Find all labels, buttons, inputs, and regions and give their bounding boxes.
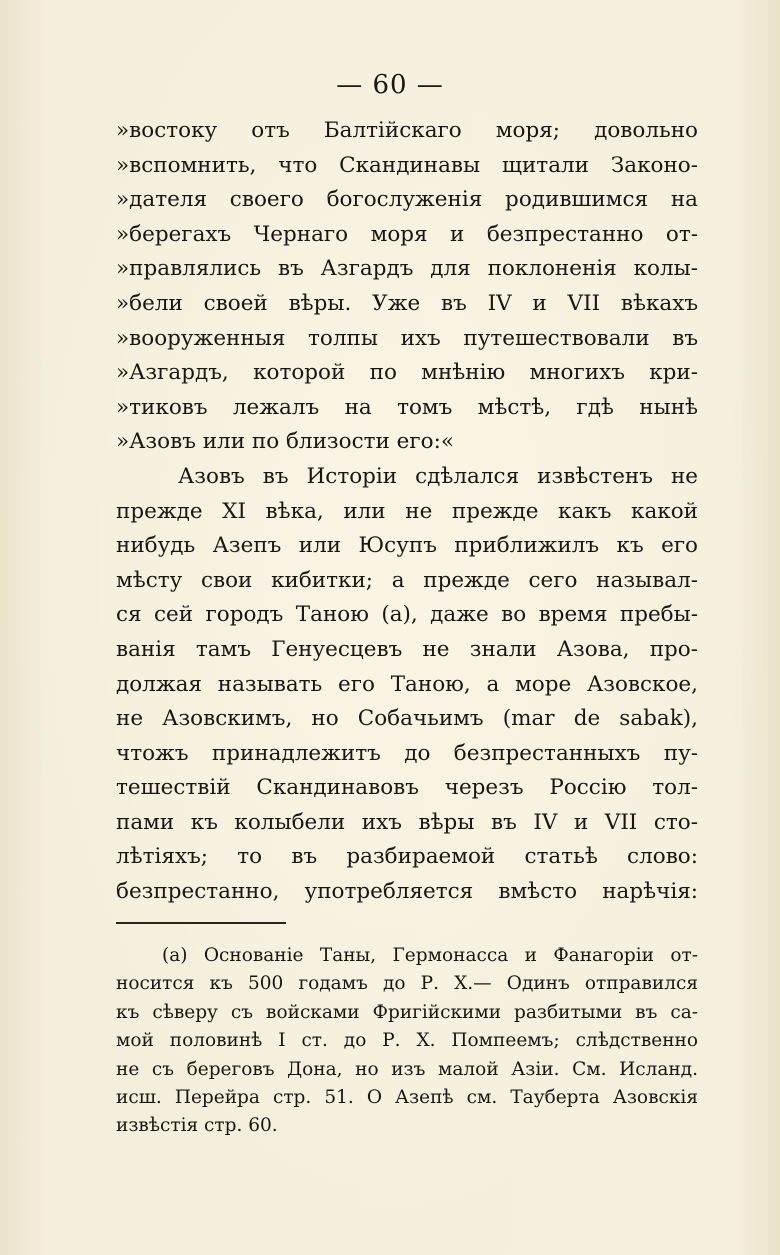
text-line: мѣсту свои кибитки; а прежде сего называл- xyxy=(116,567,698,593)
text-line: лѣтіяхъ; то въ разбираемой статьѣ слово: xyxy=(116,844,698,870)
text-line: должая называть его Таною, а море Азовское, xyxy=(116,671,698,697)
text-line: »тиковъ лежалъ на томъ мѣстѣ, гдѣ нынѣ xyxy=(116,394,698,420)
footnote-line: (а) Основаніе Таны, Гермонасса и Фанагоріи от- xyxy=(162,945,698,966)
text-line: безпрестанно, употребляется вмѣсто нарѣчія: xyxy=(116,879,698,905)
footnote-line: извѣстія стр. 60. xyxy=(116,1115,278,1137)
text-line: тешествій Скандинавовъ черезъ Россію тол- xyxy=(116,775,698,801)
footnote-line: носится къ 500 годамъ до Р. Х.— Одинъ отправился xyxy=(116,973,698,995)
text-line: чтожъ принадлежитъ до безпрестанныхъ пу- xyxy=(116,740,698,766)
footnote xyxy=(116,942,698,1141)
page-number: — 60 — xyxy=(336,70,444,100)
text-line: нибудь Азепъ или Юсупъ приближилъ къ его xyxy=(116,533,698,559)
text-line: »бели своей вѣры. Уже въ IV и VII вѣкахъ xyxy=(116,290,698,316)
text-line: »вооруженныя толпы ихъ путешествовали въ xyxy=(116,325,698,351)
text-line: пами къ колыбели ихъ вѣры въ IV и VII сто- xyxy=(116,809,698,835)
footnote-line: не съ береговъ Дона, но изъ малой Азіи. См. Исланд. xyxy=(116,1058,698,1080)
text-line: »берегахъ Чернаго моря и безпрестанно от- xyxy=(116,221,698,247)
main-text xyxy=(116,114,698,910)
text-line: »Азгардъ, которой по мнѣнію многихъ кри- xyxy=(116,360,698,386)
footnote-separator xyxy=(116,922,286,924)
footnote-line: мой половинѣ I ст. до Р. Х. Помпеемъ; слѣдственно xyxy=(116,1030,698,1052)
text-line: »Азовъ или по близости его:« xyxy=(116,429,455,455)
footnote-line: къ сѣверу съ войсками Фригійскими разбитыми въ са- xyxy=(116,1001,698,1023)
text-line: ванія тамъ Генуесцевъ не знали Азова, про- xyxy=(116,636,698,662)
text-line: ся сей городъ Таною (а), даже во время пребы- xyxy=(116,602,698,628)
text-line: »дателя своего богослуженія родившимся на xyxy=(116,187,698,213)
text-line: »правлялись въ Азгардъ для поклоненія колы- xyxy=(116,256,698,282)
footnote-line: исш. Перейра стр. 51. О Азепѣ см. Тауберта Азовскія xyxy=(116,1086,698,1108)
text-line: не Азовскимъ, но Собачьимъ (mar de sabak), xyxy=(116,706,698,732)
paragraph-start-line: Азовъ въ Исторіи сдѣлался извѣстенъ не xyxy=(178,463,698,489)
text-line: »востоку отъ Балтійскаго моря; довольно xyxy=(116,118,698,143)
text-line: прежде XI вѣка, или не прежде какъ какой xyxy=(116,498,698,524)
text-line: »вспомнить, что Скандинавы щитали Законо- xyxy=(116,152,698,178)
